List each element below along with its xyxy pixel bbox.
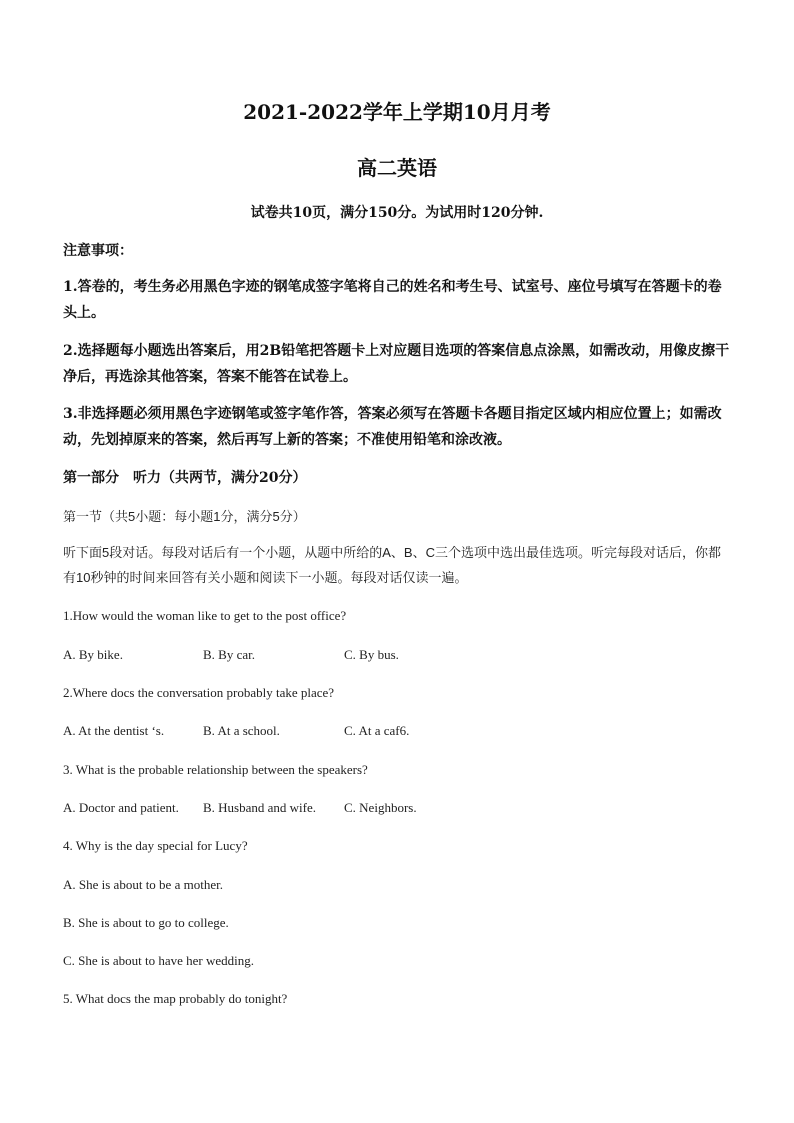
q1-option-b: B. By car. <box>203 647 255 662</box>
exam-info: 试卷共10页，满分150分。为试用时120分钟. <box>250 205 544 221</box>
question-5: 5. What docs the map probably do tonight? <box>63 991 288 1006</box>
question-1: 1.How would the woman like to get to the post office? <box>63 608 347 623</box>
notes-heading: 注意事项： <box>63 243 133 259</box>
section1-instructions: 听下面5段对话。每段对话后有一个小题，从题中所给的A、B、C三个选项中选出最佳选项。听完每段对话后，你都有10秒钟的时间来回答有关小题和阅读下一小题。每段对话仅读一遍。 <box>63 545 721 585</box>
q4-option-a: A. She is about to be a mother. <box>63 877 223 892</box>
q3-option-a: A. Doctor and patient. <box>63 800 179 815</box>
q4-option-b: B. She is about to go to college. <box>63 915 229 930</box>
question-3: 3. What is the probable relationship between the speakers? <box>63 762 368 777</box>
note-item-3: 3.非选择题必须用黑色字迹钢笔或签字笔作答，答案必须写在答题卡各题目指定区域内相应位置上；如需改动，先划掉原来的答案，然后再写上新的答案；不准使用铅笔和涂改液。 <box>63 406 722 448</box>
section1-heading: 第一节（共5小题：每小题1分，满分5分） <box>63 509 306 524</box>
q1-option-a: A. By bike. <box>63 647 123 662</box>
q2-option-a: A. At the dentist ‘s. <box>63 723 165 738</box>
q3-option-b: B. Husband and wife. <box>203 800 317 815</box>
question-2: 2.Where docs the conversation probably take place? <box>63 685 335 700</box>
q4-option-c: C. She is about to have her wedding. <box>63 953 254 968</box>
q1-option-c: C. By bus. <box>344 647 399 662</box>
note-item-2: 2.选择题每小题选出答案后，用2B铅笔把答题卡上对应题目选项的答案信息点涂黑，如需改动，用像皮擦干净后，再选涂其他答案，答案不能答在试卷上。 <box>63 343 730 385</box>
q2-option-b: B. At a school. <box>203 723 280 738</box>
part1-heading: 第一部分 听力（共两节，满分20分） <box>63 470 307 486</box>
q3-option-c: C. Neighbors. <box>344 800 417 815</box>
subject-title: 高二英语 <box>357 156 437 180</box>
q2-option-c: C. At a caf6. <box>344 723 410 738</box>
exam-title: 2021-2022学年上学期10月月考 <box>243 100 551 124</box>
note-item-1: 1.答卷的，考生务必用黑色字迹的钢笔成签字笔将自己的姓名和考生号、试室号、座位号填写在答题卡的卷头上。 <box>63 279 722 321</box>
question-4: 4. Why is the day special for Lucy? <box>63 838 248 853</box>
